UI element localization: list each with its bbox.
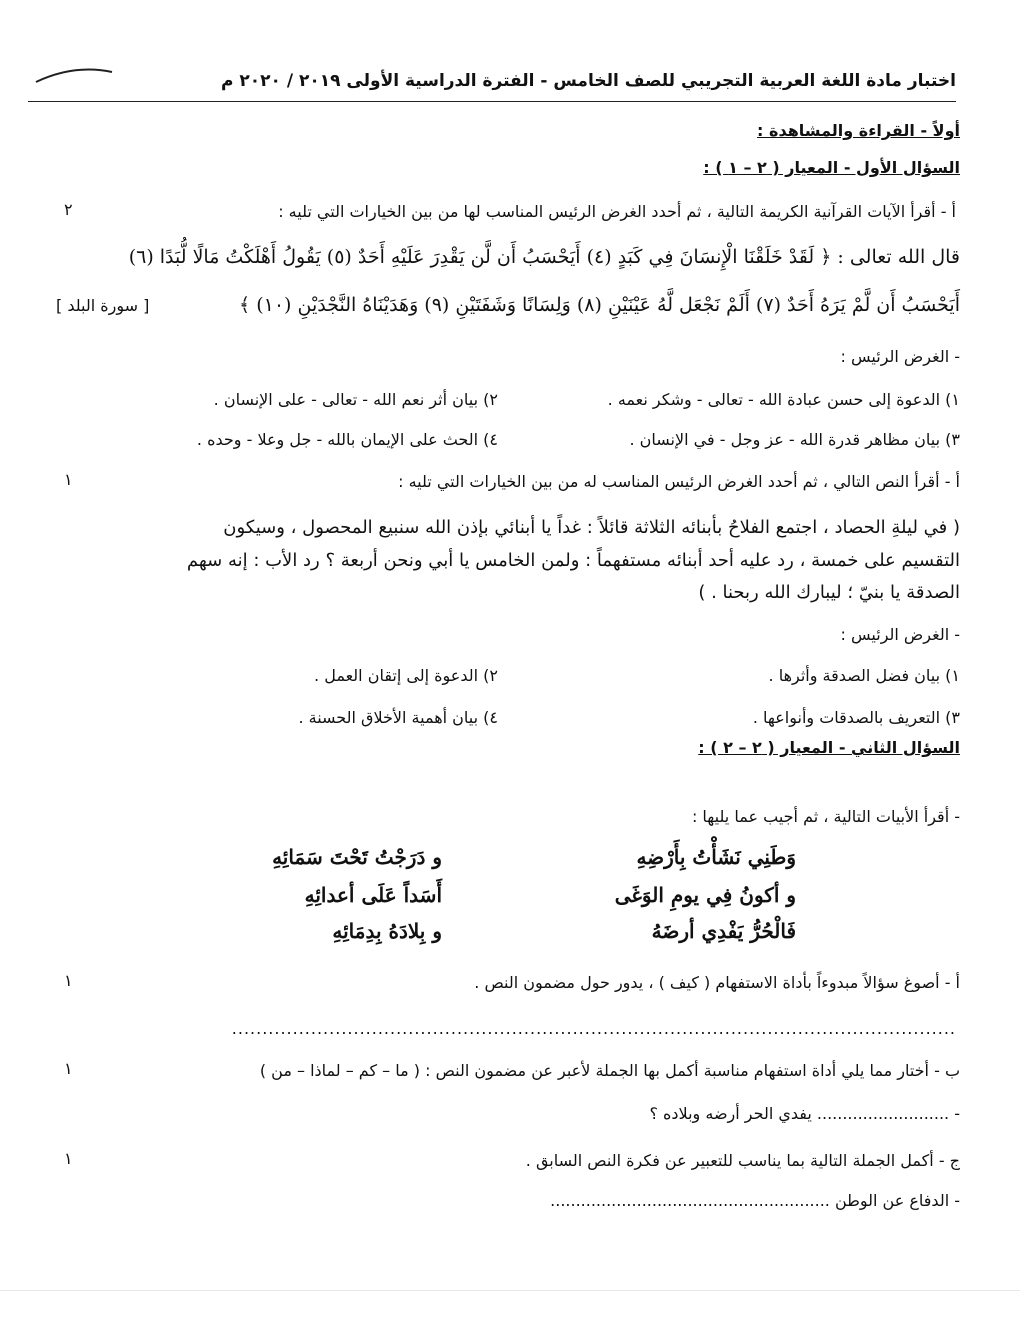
q2-intro: - أقرأ الأبيات التالية ، ثم أجيب عما يليها :: [691, 807, 960, 826]
poem-verse-1-second-half: و دَرَجْتُ تَحْتَ سَمَائِهِ: [272, 845, 442, 869]
poem-verse-3-second-half: و بِلادَهُ بِدِمَائِهِ: [332, 919, 442, 943]
q1-part-b-instruction: أ - أقرأ النص التالي ، ثم أحدد الغرض الرئيس المناسب له من بين الخيارات التي تليه :: [398, 472, 960, 491]
q1-part-b-purpose-label: - الغرض الرئيس :: [840, 625, 960, 644]
q1-a-option-3[interactable]: ٣) بيان مظاهر قدرة الله - عز وجل - في الإنسان .: [629, 430, 960, 449]
q2-part-a-answer-line[interactable]: .......................................................................................................................: [231, 1019, 956, 1038]
header-divider: [28, 101, 956, 102]
poem-verse-1-first-half: وَطَنِي نَشَأْتُ بِأَرْضِهِ: [636, 845, 796, 869]
story-line-3: الصدقة يا بنيّ ؛ ليبارك الله ربحنا . ): [698, 582, 960, 603]
question-1-heading: السؤال الأول - المعيار ( ٢ – ١ ) :: [703, 158, 960, 177]
q1-part-a-purpose-label: - الغرض الرئيس :: [840, 347, 960, 366]
quran-verse-line-2: أَيَحْسَبُ أَن لَّمْ يَرَهُ أَحَدٌ (٧) أَلَمْ نَجْعَل لَّهُ عَيْنَيْنِ (٨) وَلِسَانًا وَشَفَتَيْنِ (٩) وَهَدَيْنَاهُ النَّجْدَيْنِ (١٠) ﴾: [239, 294, 960, 316]
page-bottom-edge: [0, 1290, 1020, 1291]
decorative-swoosh-icon: [34, 66, 114, 86]
q1-b-option-3[interactable]: ٣) التعريف بالصدقات وأنواعها .: [752, 708, 960, 727]
q2-part-a-text: أ - أصوغ سؤالاً مبدوءاً بأداة الاستفهام ( كيف ) ، يدور حول مضمون النص .: [474, 973, 960, 992]
q2-part-b-mark: ١: [64, 1059, 73, 1078]
q1-a-option-1[interactable]: ١) الدعوة إلى حسن عبادة الله - تعالى - وشكر نعمه .: [607, 390, 960, 409]
q1-a-option-2[interactable]: ٢) بيان أثر نعم الله - تعالى - على الإنسان .: [213, 390, 498, 409]
story-line-1: ( في ليلةِ الحصاد ، اجتمع الفلاحُ بأبنائه الثلاثة قائلاً : غداً يا أبنائي بإذن الله سنبيع المحصول ، وسيكون: [223, 517, 960, 538]
q1-part-b-mark: ١: [64, 470, 73, 489]
section-reading-title: أولاً - القراءة والمشاهدة :: [757, 121, 960, 140]
poem-verse-3-first-half: فَالْحُرُّ يَفْدِي أرضَهُ: [651, 919, 796, 943]
q1-a-option-4[interactable]: ٤) الحث على الإيمان بالله - جل وعلا - وحده .: [196, 430, 498, 449]
quran-verse-line-1: قال الله تعالى : ﴿ لَقَدْ خَلَقْنَا الْإِنسَانَ فِي كَبَدٍ (٤) أَيَحْسَبُ أَن لَّن يَقْدِرَ عَلَيْهِ أَحَدٌ (٥) يَقُولُ أَهْلَكْتُ مَالًا لُّبَدًا (٦): [128, 246, 960, 268]
q2-part-c-text: ج - أكمل الجملة التالية بما يناسب للتعبير عن فكرة النص السابق .: [525, 1151, 960, 1170]
q2-part-b-sentence[interactable]: - .......................... يفدي الحر أرضه وبلاده ؟: [649, 1104, 960, 1123]
q2-part-b-text: ب - أختار مما يلي أداة استفهام مناسبة أكمل بها الجملة لأعبر عن مضمون النص : ( ما – كم – لماذا – من ): [259, 1061, 960, 1080]
q1-b-option-1[interactable]: ١) بيان فضل الصدقة وأثرها .: [768, 666, 960, 685]
story-line-2: التقسيم على خمسة ، رد عليه أحد أبنائه مستفهماً : ولمن الخامس يا أبي ونحن أربعة ؟ رد الأب : إنه سهم: [186, 550, 960, 571]
exam-title: اختبار مادة اللغة العربية التجريبي للصف الخامس - الفترة الدراسية الأولى ٢٠١٩ / ٢٠٢٠ م: [221, 71, 956, 91]
q1-b-option-4[interactable]: ٤) بيان أهمية الأخلاق الحسنة .: [298, 708, 498, 727]
q2-part-a-mark: ١: [64, 971, 73, 990]
q1-b-option-2[interactable]: ٢) الدعوة إلى إتقان العمل .: [314, 666, 498, 685]
surah-reference: [ سورة البلد ]: [56, 296, 150, 315]
poem-verse-2-second-half: أَسَداً عَلَى أعدائِهِ: [304, 883, 442, 907]
q2-part-c-sentence[interactable]: - الدفاع عن الوطن .......................................................: [550, 1191, 960, 1210]
q2-part-c-mark: ١: [64, 1149, 73, 1168]
q1-part-a-instruction: أ - أقرأ الآيات القرآنية الكريمة التالية ، ثم أحدد الغرض الرئيس المناسب لها من بين الخيارات التي تليه :: [278, 202, 956, 221]
q1-part-a-mark: ٢: [64, 200, 73, 219]
poem-verse-2-first-half: و أكونُ فِي يومِ الوَغَى: [614, 883, 796, 907]
question-2-heading: السؤال الثاني - المعيار ( ٢ – ٢ ) :: [698, 738, 960, 757]
